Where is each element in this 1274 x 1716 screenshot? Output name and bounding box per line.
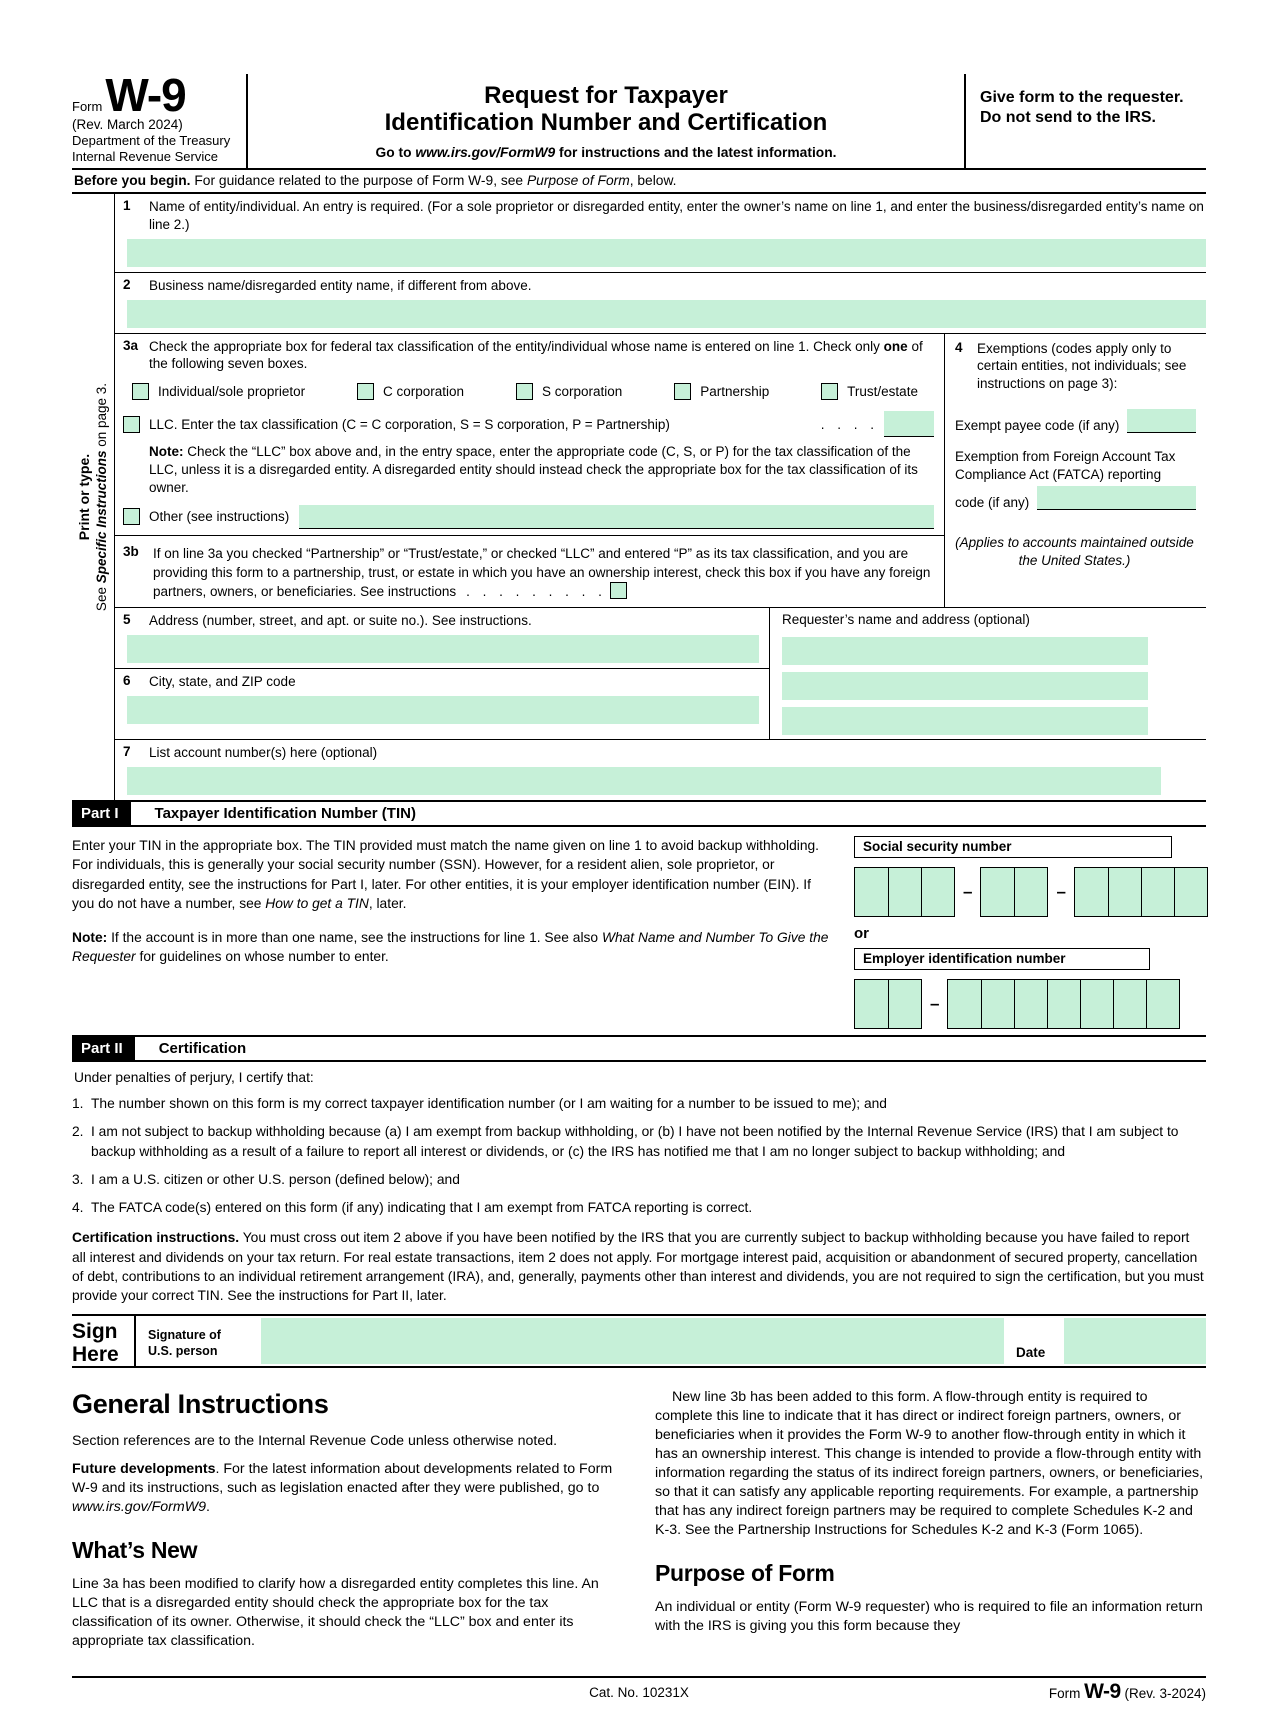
ein-group-2 — [947, 979, 1180, 1029]
line1-number: 1 — [123, 198, 131, 214]
agency-label: Internal Revenue Service — [72, 149, 218, 165]
certification-item-3 — [72, 1170, 1206, 1189]
line4-number: 4 — [955, 339, 963, 355]
llc-note-bold: Note: — [149, 444, 184, 460]
line2-labelrow — [115, 273, 1206, 295]
option-other-row — [115, 499, 944, 531]
address-input[interactable] — [127, 635, 759, 663]
line56-column — [115, 608, 770, 739]
classification-checkbox-row — [115, 373, 944, 402]
part1-body — [72, 827, 1206, 1035]
checkbox-trust-estate[interactable] — [821, 383, 838, 400]
account-numbers-input[interactable] — [127, 767, 1161, 795]
footer-form-prefix: Form — [1048, 1685, 1085, 1701]
sign-word: Sign — [72, 1319, 118, 1343]
requester-input-line3[interactable] — [782, 707, 1148, 735]
signature-of-label — [136, 1316, 261, 1366]
whats-new-heading: What’s New — [72, 1536, 198, 1563]
name-input[interactable] — [127, 239, 1206, 267]
ssn-group-1 — [854, 867, 955, 917]
checkbox-c-corporation[interactable] — [357, 383, 374, 400]
option-s-corporation — [507, 383, 622, 400]
line7-labelrow — [115, 740, 1206, 762]
purpose-of-form-paragraph: An individual or entity (Form W-9 requester) who is required to file an information return with the IRS is giving you this form because they — [655, 1598, 1203, 1634]
form-number: W-9 — [105, 69, 186, 121]
future-developments-text: . For the latest information about developments related to Form W-9 and its instructions, such as legislation enacted after they were published, go to — [72, 1460, 613, 1496]
form-rows — [115, 194, 1206, 800]
requester-label: Requester’s name and address (optional) — [782, 612, 1030, 628]
line2-number: 2 — [123, 276, 131, 292]
part1-paragraph-italic: How to get a TIN — [265, 895, 369, 911]
ein-cell[interactable] — [1113, 980, 1146, 1028]
row-line3-region — [115, 334, 1206, 609]
page-footer — [72, 1676, 1206, 1716]
goto-suffix: for instructions and the latest information. — [555, 145, 837, 161]
llc-note-text: Check the “LLC” box above and, in the entry space, enter the appropriate code (C, S, or P) for the tax classification of the LLC, unless it is a disregarded entity. A disregarded entity should instead check the appropriate box for the tax classification of its owner. — [149, 444, 918, 495]
row-line2 — [115, 273, 1206, 334]
tin-entry-area — [854, 836, 1206, 1035]
form-title — [262, 82, 950, 136]
item4-number: 4. — [72, 1200, 84, 1216]
part1-paragraph-end: , later. — [368, 895, 407, 911]
form-title-block — [248, 74, 964, 168]
line3a-number: 3a — [123, 337, 139, 353]
print-or-type-gutter — [72, 194, 115, 800]
line6-labelrow — [115, 669, 769, 691]
form-number-line — [72, 69, 240, 121]
signature-input[interactable] — [261, 1318, 1004, 1364]
before-italic: Purpose of Form — [526, 173, 630, 189]
requester-input-line2[interactable] — [782, 672, 1148, 700]
part1-paragraph-text: Enter your TIN in the appropriate box. The TIN provided must match the name given on line 1 to avoid backup withholding. For individuals, this is generally your social security number (SSN). However, for a resident alien, sole proprietor, or disregarded entity, see the instructions for Part I, later. For other entities, it is your employer identification number (EIN). If you do not have a number, see — [72, 837, 819, 911]
row-line3a — [115, 334, 944, 536]
line7-number: 7 — [123, 744, 131, 760]
revision-date: (Rev. March 2024) — [72, 117, 183, 133]
general-instructions-heading: General Instructions — [72, 1388, 329, 1419]
ein-group-1 — [854, 979, 922, 1029]
row-line56-region — [115, 608, 1206, 740]
label-other: Other (see instructions) — [149, 509, 290, 525]
llc-note — [149, 443, 934, 496]
line1-labelrow — [115, 194, 1206, 234]
line5-label: Address (number, street, and apt. or suite no.). See instructions. — [149, 613, 532, 629]
or-label: or — [854, 924, 869, 942]
goto-url[interactable]: www.irs.gov/FormW9 — [415, 145, 556, 161]
before-end: , below. — [629, 173, 677, 189]
footer-form-id — [1049, 1680, 1206, 1704]
before-you-begin — [72, 170, 1206, 194]
business-name-input[interactable] — [127, 300, 1206, 328]
line3b-text: If on line 3a you checked “Partnership” or “Trust/estate,” or checked “LLC” and entered “P” as its tax classification, and you are providing this form to a partnership, trust, or estate in which you have an ownership interest, check this box if you have any foreign partners, owners, or beneficiaries. See instructions — [153, 545, 931, 599]
give-form-notice: Give form to the requester. Do not send to the IRS. — [964, 74, 1206, 168]
specific-instructions-text — [93, 262, 110, 732]
ssn-cell[interactable] — [921, 868, 954, 916]
ein-cells-row — [854, 979, 1206, 1029]
label-partnership: Partnership — [700, 384, 770, 400]
goto-prefix: Go to — [375, 145, 416, 161]
sign-here-row — [72, 1314, 1206, 1368]
applies-note: (Applies to accounts maintained outside the United States.) — [955, 534, 1194, 568]
label-c-corporation: C corporation — [383, 384, 465, 400]
line3a-label-pre: Check the appropriate box for federal tax classification of the entity/individual whose name is entered on line 1. Check only — [149, 338, 884, 354]
llc-classification-input[interactable] — [884, 411, 934, 437]
ssn-cell[interactable] — [1174, 868, 1207, 916]
ssn-cell[interactable] — [1075, 868, 1108, 916]
checkbox-foreign-partners[interactable] — [610, 582, 627, 599]
whats-new-paragraph: Line 3a has been modified to clarify how a disregarded entity completes this line. An LLC that is a disregarded entity should check the appropriate box for the tax classification of its owner. Otherwise, it should check the “LLC” box and enter its appropriate tax classification. — [72, 1575, 599, 1649]
certification-instructions-text: You must cross out item 2 above if you have been notified by the IRS that you are currently subject to backup withholding because you have failed to report all interest and dividends on your tax return. For real estate transactions, item 2 does not apply. For mortgage interest paid, acquisition or abandonment of secured property, cancellation of debt, contributions to an individual retirement arrangement (IRA), and, generally, payments other than interest and dividends, you are not required to sign the certification, but you must provide your correct TIN. See the instructions for Part II, later. — [72, 1230, 1204, 1304]
part1-instructions — [72, 836, 854, 1035]
line3a-label — [149, 338, 944, 374]
item3-text: I am a U.S. citizen or other U.S. person (defined below); and — [91, 1171, 460, 1187]
future-developments-bold: Future developments — [72, 1460, 216, 1477]
city-state-zip-input[interactable] — [127, 696, 759, 724]
row-line4 — [945, 334, 1206, 608]
exempt-payee-code-input[interactable] — [1127, 409, 1196, 433]
option-llc-row — [115, 402, 944, 439]
form-body — [72, 194, 1206, 800]
line3a-labelrow — [115, 334, 944, 374]
ssn-cells-row — [854, 867, 1206, 917]
before-text: For guidance related to the purpose of Form W-9, see — [190, 173, 527, 189]
fatca-label: Exemption from Foreign Account Tax Compliance Act (FATCA) reporting — [955, 449, 1176, 482]
date-label: Date — [1016, 1344, 1046, 1360]
line7-label: List account number(s) here (optional) — [149, 745, 378, 761]
item3-number: 3. — [72, 1171, 84, 1187]
purpose-of-form-heading: Purpose of Form — [655, 1559, 835, 1586]
form-title-line1: Request for Taxpayer — [484, 82, 728, 109]
label-individual: Individual/sole proprietor — [158, 384, 306, 400]
part2-title: Certification — [158, 1039, 247, 1057]
part1-note-end: for guidelines on whose number to enter. — [135, 949, 389, 965]
print-or-type-vertical-label — [76, 262, 110, 732]
specific-instructions-italic: Specific Instructions — [93, 450, 109, 584]
form-word: Form — [72, 99, 103, 114]
form-identity-block — [72, 69, 248, 168]
part1-note-italic: What Name and Number To Give the Requester — [72, 930, 829, 965]
ein-dash: – — [930, 993, 940, 1013]
part2-header — [72, 1035, 1206, 1062]
row-line1 — [115, 194, 1206, 273]
checkbox-partnership[interactable] — [674, 383, 691, 400]
row-line6 — [115, 669, 769, 724]
row-line7 — [115, 740, 1206, 795]
line3a-label-bold: one — [883, 338, 908, 354]
requester-input-line1[interactable] — [782, 637, 1148, 665]
section-references-paragraph: Section references are to the Internal Revenue Code unless otherwise noted. — [72, 1432, 558, 1449]
catalog-number: Cat. No. 10231X — [589, 1684, 689, 1700]
general-instructions-section — [72, 1374, 1206, 1660]
certification-item-4 — [72, 1198, 1206, 1217]
department-label: Department of the Treasury — [72, 133, 231, 149]
line3a-label-post: of the following seven boxes. — [149, 338, 923, 372]
part1-note — [72, 928, 836, 967]
fatca-code-label: code (if any) — [955, 494, 1030, 510]
future-developments-end: . — [206, 1498, 210, 1515]
line3-column — [115, 334, 945, 608]
other-classification-input[interactable] — [299, 505, 934, 529]
label-trust-estate: Trust/estate — [847, 384, 918, 400]
signature-of-line2: U.S. person — [148, 1343, 218, 1358]
line5-number: 5 — [123, 612, 131, 628]
line4-label: Exemptions (codes apply only to certain entities, not individuals; see instructions on page 3): — [977, 340, 1187, 391]
checkbox-s-corporation[interactable] — [516, 383, 533, 400]
ssn-dash-2: – — [1056, 881, 1066, 901]
ein-cell[interactable] — [981, 980, 1014, 1028]
ein-cell[interactable] — [948, 980, 981, 1028]
ein-cell[interactable] — [1146, 980, 1179, 1028]
option-trust-estate — [812, 383, 918, 400]
row-line5 — [115, 608, 769, 669]
ssn-group-2 — [980, 867, 1048, 917]
item2-text: I am not subject to backup withholding because (a) I am exempt from backup withholding, or (b) I have not been notified by the Internal Revenue Service (IRS) that I am subject to backup withholding as a result of a failure to report all interest or dividends, or (c) the IRS has notified me that I am no longer subject to backup withholding; and — [91, 1124, 1179, 1159]
signature-of-line1: Signature of — [148, 1327, 221, 1342]
line6-label: City, state, and ZIP code — [149, 673, 296, 689]
ein-cell[interactable] — [888, 980, 921, 1028]
line3b-change-paragraph: New line 3b has been added to this form. A flow-through entity is required to complete this line to indicate that it has direct or indirect foreign partners, owners, or beneficiaries when it provides the Form W-9 to another flow-through entity in which it has an ownership interest. This change is intended to provide a flow-through entity with information regarding the status of its indirect foreign partners, owners, or beneficiaries, so that it can satisfy any applicable reporting requirements. For example, a partnership that has any indirect foreign partners may be required to complete Schedules K-2 and K-3. See the Partnership Instructions for Schedules K-2 and K-3 (Form 1065). — [655, 1388, 1204, 1538]
item2-number: 2. — [72, 1124, 84, 1140]
checkbox-other[interactable] — [123, 508, 140, 525]
footer-form-number: W-9 — [1084, 1679, 1121, 1703]
part1-note-bold: Note: — [72, 930, 108, 946]
line1-label: Name of entity/individual. An entry is required. (For a sole proprietor or disregarded entity, enter the owner’s name on line 1, and enter the business/disregarded entity’s name on line 2.) — [149, 199, 1204, 232]
part1-paragraph — [72, 836, 836, 913]
part1-header — [72, 800, 1206, 827]
line3b-label — [153, 544, 936, 601]
date-input[interactable] — [1064, 1318, 1206, 1364]
footer-form-revision: (Rev. 3-2024) — [1120, 1685, 1206, 1701]
fatca-code-row — [955, 486, 1206, 510]
line6-number: 6 — [123, 672, 131, 688]
ssn-cell[interactable] — [1108, 868, 1141, 916]
ein-cell[interactable] — [1080, 980, 1113, 1028]
future-developments-paragraph — [72, 1460, 623, 1517]
item1-text: The number shown on this form is my correct taxpayer identification number (or I am waiting for a number to be issued to me); and — [91, 1095, 887, 1111]
item1-number: 1. — [72, 1095, 84, 1111]
ssn-group-3 — [1074, 867, 1208, 917]
line3b-number: 3b — [123, 543, 139, 559]
option-partnership — [665, 383, 769, 400]
checkbox-individual-sole-proprietor[interactable] — [132, 383, 149, 400]
label-llc: LLC. Enter the tax classification (C = C corporation, S = S corporation, P = Partnership) — [149, 416, 670, 432]
future-developments-url[interactable]: www.irs.gov/FormW9 — [72, 1498, 207, 1515]
part1-label: Part I — [72, 802, 131, 825]
llc-dot-leader: . . . . — [820, 416, 874, 432]
option-c-corporation — [348, 383, 464, 400]
form-title-line2: Identification Number and Certification — [384, 109, 828, 137]
instructions-right-column — [655, 1374, 1206, 1660]
option-individual — [123, 383, 305, 400]
goto-line — [262, 145, 950, 160]
ein-cell[interactable] — [1047, 980, 1080, 1028]
ssn-cell[interactable] — [981, 868, 1014, 916]
ssn-cell[interactable] — [1014, 868, 1047, 916]
line4-labelrow — [955, 340, 1206, 393]
ssn-cell[interactable] — [855, 868, 888, 916]
part1-title: Taxpayer Identification Number (TIN) — [154, 804, 416, 822]
checkbox-llc[interactable] — [123, 416, 140, 433]
before-bold: Before you begin. — [74, 173, 191, 189]
sign-here-label — [72, 1316, 134, 1366]
line2-label: Business name/disregarded entity name, if different from above. — [149, 277, 532, 293]
certification-instructions — [72, 1228, 1206, 1305]
form-header — [72, 69, 1206, 170]
ssn-cell[interactable] — [1141, 868, 1174, 916]
part1-note-text: If the account is in more than one name, see the instructions for line 1. See also — [107, 930, 602, 946]
fatca-code-input[interactable] — [1037, 486, 1196, 510]
see-text: See — [93, 583, 109, 612]
on-page-text: on page 3. — [93, 382, 109, 451]
requester-column — [770, 608, 1206, 739]
certification-instructions-bold: Certification instructions. — [72, 1230, 240, 1246]
row-line3b — [115, 536, 944, 607]
exempt-payee-label: Exempt payee code (if any) — [955, 418, 1120, 434]
certification-item-1 — [72, 1094, 1206, 1113]
ssn-label-box: Social security number — [854, 836, 1172, 858]
ein-label-box: Employer identification number — [854, 948, 1150, 970]
label-s-corporation: S corporation — [541, 384, 623, 400]
ssn-dash: – — [963, 881, 973, 901]
certification-intro: Under penalties of perjury, I certify that: — [74, 1069, 314, 1085]
part2-label: Part II — [72, 1037, 135, 1060]
print-or-type-text: Print or type. — [75, 453, 92, 541]
instructions-left-column — [72, 1374, 623, 1660]
certification-item-2 — [72, 1122, 1206, 1161]
ein-cell[interactable] — [855, 980, 888, 1028]
ein-cell[interactable] — [1014, 980, 1047, 1028]
ssn-cell[interactable] — [888, 868, 921, 916]
line3b-dot-leader: . . . . . . . . . — [466, 583, 602, 599]
line5-labelrow — [115, 608, 769, 630]
here-word: Here — [72, 1342, 119, 1366]
item4-text: The FATCA code(s) entered on this form (if any) indicating that I am exempt from FATCA reporting is correct. — [91, 1200, 753, 1216]
exempt-payee-row — [955, 409, 1206, 433]
